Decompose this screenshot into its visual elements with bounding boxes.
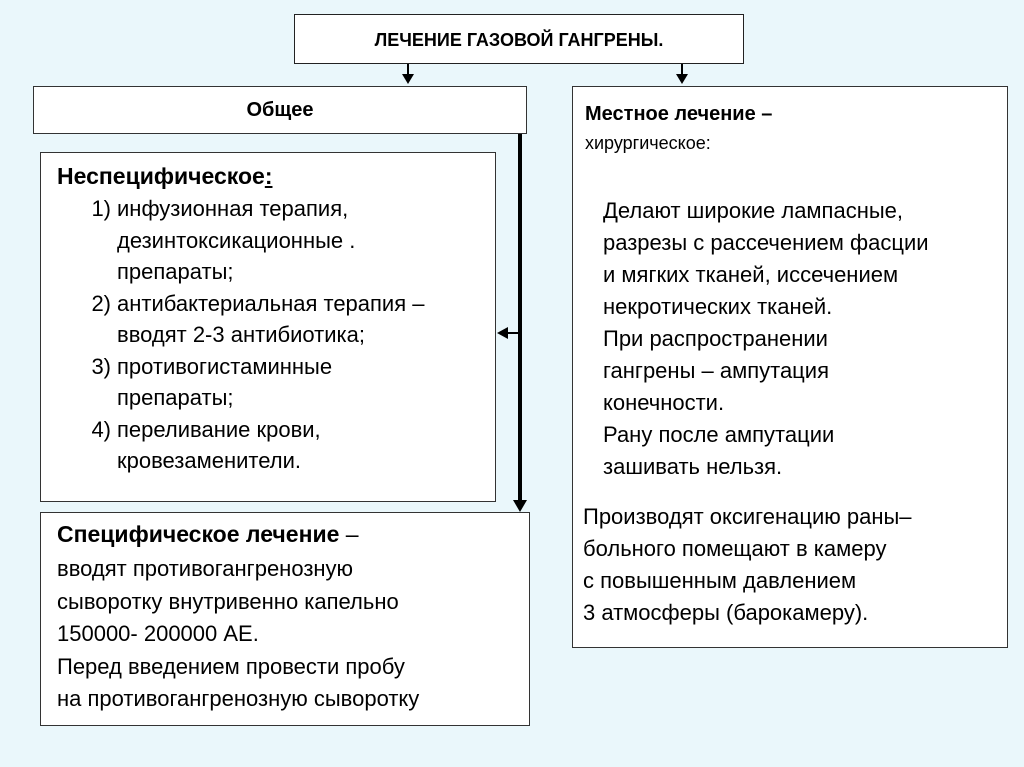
local-indented-body [603, 195, 929, 483]
local-line: Делают широкие лампасные, [603, 198, 904, 223]
local-line: больного помещают в камеру [583, 536, 887, 561]
list-item-number: 1) [91, 196, 111, 221]
arrow-to-specific [513, 500, 527, 512]
local-line: с повышенным давлением [583, 568, 857, 593]
general-label: Общее [246, 99, 314, 121]
local-line: конечности. [603, 390, 725, 415]
list-item-line: препараты; [117, 385, 234, 410]
local-line: некротических тканей. [603, 294, 833, 319]
local-line: 3 атмосферы (барокамеру). [583, 600, 869, 625]
list-item-line: противогистаминные [117, 353, 333, 379]
specific-line: Перед введением провести пробу [57, 653, 405, 679]
local-line: зашивать нельзя. [603, 454, 783, 479]
page-title: ЛЕЧЕНИЕ ГАЗОВОЙ ГАНГРЕНЫ. [374, 30, 664, 50]
list-item [41, 193, 495, 288]
local-body [583, 501, 912, 629]
nonspecific-heading-text: Неспецифическое [57, 163, 265, 189]
list-item-line: кровезаменители. [117, 448, 301, 473]
list-item-line: препараты; [117, 259, 234, 284]
local-subheading: хирургическое: [585, 133, 711, 153]
nonspecific-box [40, 152, 496, 502]
specific-box [40, 512, 530, 726]
specific-line: вводят противогангренозную [57, 556, 354, 581]
list-item-number: 2) [91, 290, 111, 316]
arrow-to-nonspecific [497, 327, 508, 339]
list-item [41, 351, 495, 414]
specific-line: 150000- 200000 АЕ. [57, 621, 259, 646]
list-item-number: 3) [91, 353, 111, 379]
specific-line: сыворотку внутривенно капельно [57, 588, 399, 614]
list-item-number: 4) [91, 416, 111, 442]
local-box [572, 86, 1008, 648]
specific-body [57, 553, 419, 716]
list-item [41, 288, 495, 351]
local-line: разрезы с рассечением фасции [603, 230, 929, 255]
list-item-line: вводят 2-3 антибиотика; [117, 322, 365, 347]
list-item [41, 414, 495, 477]
local-line: гангрены – ампутация [603, 358, 829, 383]
local-line: и мягких тканей, иссечением [603, 262, 899, 287]
nonspecific-heading-colon: : [264, 163, 273, 189]
arrow-to-general [402, 74, 414, 84]
local-line: Рану после ампутации [603, 422, 835, 447]
local-heading: Местное лечение – [585, 103, 773, 125]
nonspecific-list [41, 193, 495, 477]
specific-heading [57, 521, 359, 548]
nonspecific-heading [57, 163, 272, 190]
title-box [294, 14, 744, 64]
specific-line: на противогангренозную сыворотку [57, 686, 420, 711]
specific-heading-text: Специфическое лечение [57, 521, 340, 547]
general-box [33, 86, 527, 134]
list-item-line: дезинтоксикационные . [117, 227, 356, 253]
list-item-line: переливание крови, [117, 416, 321, 442]
local-line: Производят оксигенацию раны– [583, 504, 912, 529]
arrow-to-local [676, 74, 688, 84]
list-item-line: инфузионная терапия, [117, 196, 349, 221]
local-line: При распространении [603, 326, 828, 351]
list-item-line: антибактериальная терапия – [117, 290, 425, 316]
specific-heading-dash: – [339, 521, 359, 547]
